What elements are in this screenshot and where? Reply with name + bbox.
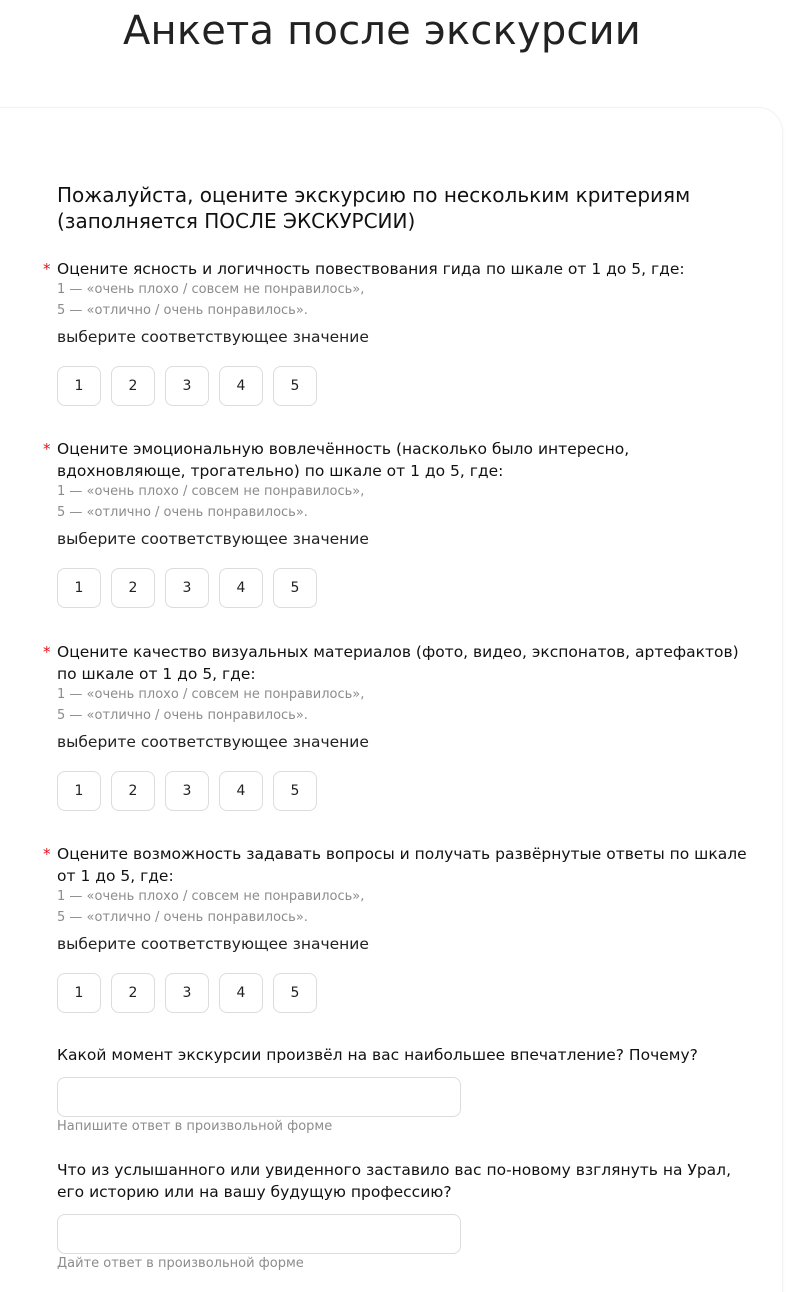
question-sublabel: выберите соответствующее значение [57,935,369,953]
rating-option-4[interactable]: 4 [219,973,263,1013]
hint-low: 1 — «очень плохо / совсем не понравилось», [57,484,365,499]
rating-question-2 [43,438,757,596]
rating-question-1 [43,258,757,394]
rating-option-4[interactable]: 4 [219,771,263,811]
rating-option-5[interactable]: 5 [273,568,317,608]
rating-question-3 [43,641,757,799]
text-question-2 [57,1159,757,1271]
rating-option-1[interactable]: 1 [57,973,101,1013]
input-hint: Напишите ответ в произвольной форме [57,1119,333,1134]
page-title: Анкета после экскурсии [122,8,642,54]
hint-low: 1 — «очень плохо / совсем не понравилось», [57,687,365,702]
rating-scale [57,568,317,608]
rating-option-1[interactable]: 1 [57,366,101,406]
question-label: Оцените эмоциональную вовлечённость (насколько было интересно, вдохновляюще, трогательно) по шкале от 1 до 5, где: [57,440,630,480]
required-marker: * [43,440,51,458]
hint-low: 1 — «очень плохо / совсем не понравилось», [57,889,365,904]
rating-scale [57,973,317,1013]
hint-high: 5 — «отлично / очень понравилось». [57,302,308,318]
rating-option-3[interactable]: 3 [165,366,209,406]
question-label: Оцените ясность и логичность повествования гида по шкале от 1 до 5, где: [57,260,685,278]
question-label: Оцените возможность задавать вопросы и получать развёрнутые ответы по шкале от 1 до 5, где: [57,845,747,885]
rating-option-3[interactable]: 3 [165,568,209,608]
rating-option-5[interactable]: 5 [273,366,317,406]
section-title: Пожалуйста, оцените экскурсию по нескольким критериям (заполняется ПОСЛЕ ЭКСКУРСИИ) [57,183,691,233]
required-marker: * [43,643,51,661]
hint-high: 5 — «отлично / очень понравилось». [57,909,308,925]
question-label: Какой момент экскурсии произвёл на вас наибольшее впечатление? Почему? [57,1046,698,1064]
rating-option-2[interactable]: 2 [111,568,155,608]
question-sublabel: выберите соответствующее значение [57,530,369,548]
hint-high: 5 — «отлично / очень понравилось». [57,504,308,520]
required-marker: * [43,845,51,863]
input-hint: Дайте ответ в произвольной форме [57,1256,304,1271]
question-sublabel: выберите соответствующее значение [57,733,369,751]
question-label: Что из услышанного или увиденного заставило вас по-новому взглянуть на Урал, его историю или на вашу будущую профессию? [57,1161,732,1201]
question-label: Оцените качество визуальных материалов (фото, видео, экспонатов, артефактов) по шкале от 1 до 5, где: [57,643,739,683]
hint-high: 5 — «отлично / очень понравилось». [57,707,308,723]
rating-option-2[interactable]: 2 [111,366,155,406]
rating-option-1[interactable]: 1 [57,568,101,608]
rating-option-3[interactable]: 3 [165,771,209,811]
hint-low: 1 — «очень плохо / совсем не понравилось», [57,282,365,297]
question-sublabel: выберите соответствующее значение [57,328,369,346]
rating-option-5[interactable]: 5 [273,771,317,811]
rating-option-1[interactable]: 1 [57,771,101,811]
rating-option-2[interactable]: 2 [111,771,155,811]
rating-scale [57,366,317,406]
text-question-1 [57,1044,757,1134]
rating-question-4 [43,843,757,1001]
rating-option-2[interactable]: 2 [111,973,155,1013]
rating-option-5[interactable]: 5 [273,973,317,1013]
answer-input-1[interactable] [57,1077,461,1117]
rating-option-3[interactable]: 3 [165,973,209,1013]
required-marker: * [43,260,51,278]
rating-scale [57,771,317,811]
answer-input-2[interactable] [57,1214,461,1254]
rating-option-4[interactable]: 4 [219,568,263,608]
rating-option-4[interactable]: 4 [219,366,263,406]
